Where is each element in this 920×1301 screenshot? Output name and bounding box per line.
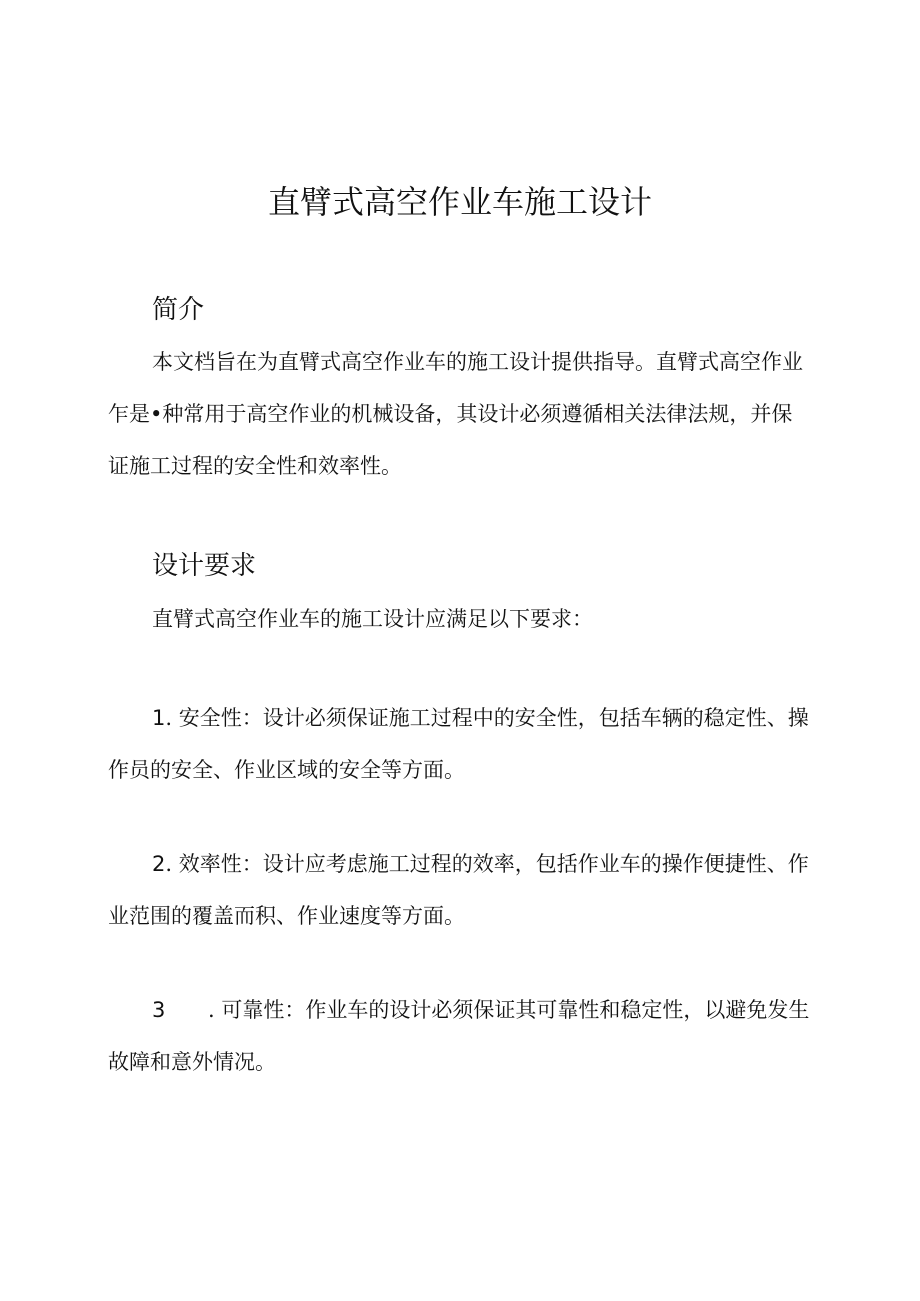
requirement-item-number: 2 [152, 852, 166, 876]
requirements-lead: 直臂式高空作业车的施工设计应满足以下要求： [152, 607, 593, 631]
requirement-item-text: . 可靠性：作业车的设计必须保证其可靠性和稳定性，以避免发生故障和意外情况。 [108, 998, 810, 1074]
section-heading-requirements: 设计要求 [152, 551, 257, 581]
requirement-item-efficiency [108, 838, 812, 942]
requirement-item-number: 3 [152, 998, 166, 1022]
requirement-item-reliability [108, 984, 812, 1088]
requirement-item-text: . 效率性：设计应考虑施工过程的效率，包括作业车的操作便捷性、作业范围的覆盖而积、作业速度等方面。 [108, 852, 809, 928]
requirement-item-safety [108, 692, 812, 796]
document-title: 直臂式高空作业车施工设计 [267, 183, 652, 221]
intro-paragraph: 本文档旨在为直臂式高空作业车的施工设计提供指导。直臂式高空作业乍是•种常用于高空作业的机械设备，其设计必须遵循相关法律法规，并保证施工过程的安全性和效率性。 [108, 350, 803, 478]
requirement-item-number: 1 [152, 706, 166, 730]
section-heading-intro: 简介 [152, 295, 205, 325]
requirement-item-text: . 安全性：设计必须保证施工过程中的安全性，包括车辆的稳定性、操作员的安全、作业区域的安全等方面。 [108, 706, 809, 782]
